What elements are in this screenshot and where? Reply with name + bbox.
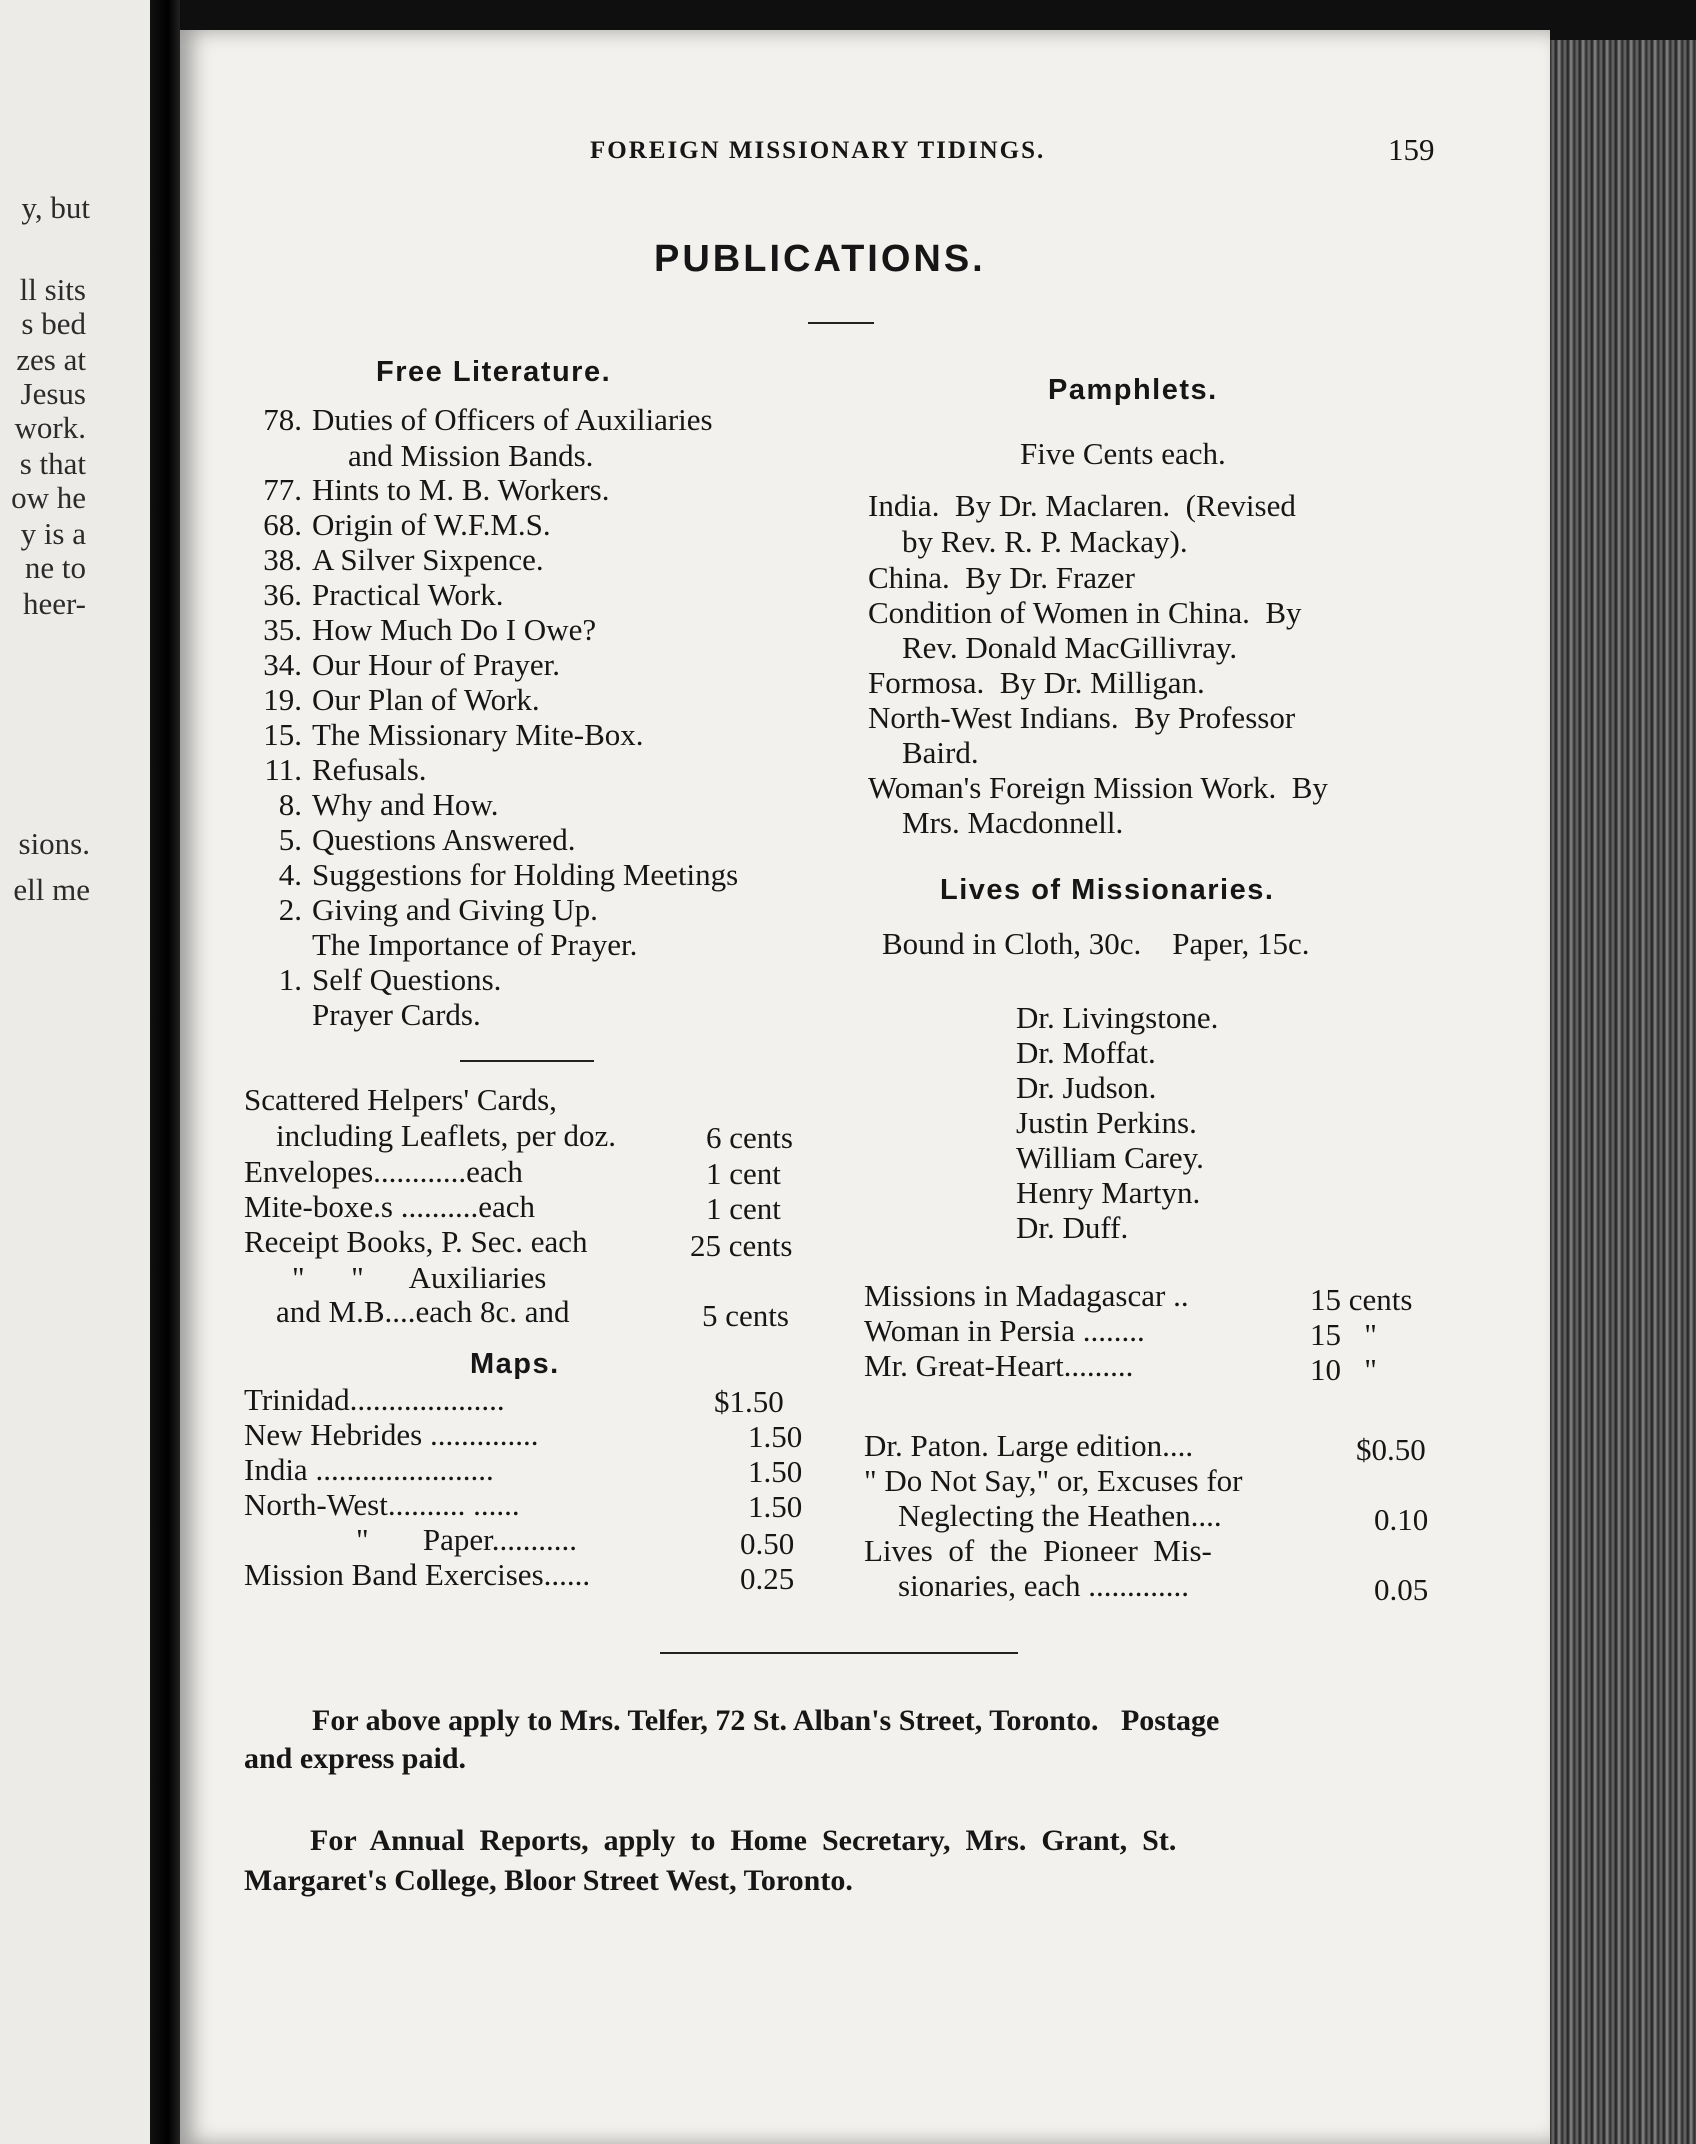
item-number: 78. xyxy=(263,402,302,437)
item-title: The Missionary Mite-Box. xyxy=(312,717,644,752)
item-number: 15. xyxy=(263,717,302,752)
item-title: Practical Work. xyxy=(312,577,504,612)
pamphlet-line: North-West Indians. By Professor xyxy=(868,700,1296,735)
list-item xyxy=(246,754,427,785)
book-line: Neglecting the Heathen.... xyxy=(898,1498,1222,1533)
book-price: 15 cents xyxy=(1310,1282,1413,1317)
map-price: 1.50 xyxy=(748,1419,803,1454)
list-item xyxy=(246,684,540,715)
list-item xyxy=(246,544,544,575)
item-title: and Mission Bands. xyxy=(348,438,594,473)
item-title: Why and How. xyxy=(312,787,499,822)
item-title: Prayer Cards. xyxy=(312,997,481,1032)
book-price: $0.50 xyxy=(1356,1432,1426,1467)
book-price: 0.05 xyxy=(1374,1572,1429,1607)
pamphlet-line: Rev. Donald MacGillivray. xyxy=(902,630,1238,665)
list-item xyxy=(246,824,575,855)
book-line: Lives of the Pioneer Mis- xyxy=(864,1533,1212,1568)
item-number: 2. xyxy=(278,892,302,927)
list-item xyxy=(246,719,644,750)
apply-paragraph-line: For above apply to Mrs. Telfer, 72 St. Alban's Street, Toronto. Postage xyxy=(312,1704,1220,1737)
list-item xyxy=(246,474,609,505)
item-title: A Silver Sixpence. xyxy=(312,542,544,577)
list-item xyxy=(246,859,738,890)
maps-heading: Maps. xyxy=(470,1348,560,1380)
pamphlets-heading: Pamphlets. xyxy=(1048,374,1218,406)
left-page-line: sions. xyxy=(18,826,90,861)
item-title: Giving and Giving Up. xyxy=(312,892,598,927)
list-item xyxy=(246,929,637,960)
book-line: Woman in Persia ........ xyxy=(864,1313,1145,1348)
item-title: Duties of Officers of Auxiliaries xyxy=(312,402,713,437)
page-title: PUBLICATIONS. xyxy=(654,238,986,280)
running-head: FOREIGN MISSIONARY TIDINGS. xyxy=(590,137,1046,164)
item-number: 5. xyxy=(278,822,302,857)
item-title: Origin of W.F.M.S. xyxy=(312,507,551,542)
item-number: 38. xyxy=(263,542,302,577)
book-line: Missions in Madagascar .. xyxy=(864,1278,1189,1313)
left-page-line: s bed xyxy=(21,306,86,341)
item-title: Hints to M. B. Workers. xyxy=(312,472,610,507)
left-page-line: heer- xyxy=(22,586,86,621)
section-rule xyxy=(460,1060,594,1062)
list-item xyxy=(246,789,499,820)
free-literature-heading: Free Literature. xyxy=(376,356,612,388)
supply-line: Envelopes............each xyxy=(244,1154,523,1189)
item-number: 35. xyxy=(263,612,302,647)
map-price: $1.50 xyxy=(714,1384,784,1419)
map-line: New Hebrides .............. xyxy=(244,1417,539,1452)
footer-rule xyxy=(660,1652,1018,1654)
apply-paragraph-line: and express paid. xyxy=(244,1742,467,1775)
title-rule xyxy=(808,322,874,324)
item-number: 34. xyxy=(263,647,302,682)
list-item xyxy=(246,509,551,540)
pamphlet-line: Formosa. By Dr. Milligan. xyxy=(868,665,1205,700)
map-price: 0.25 xyxy=(740,1561,795,1596)
pamphlet-line: Baird. xyxy=(902,735,979,770)
item-title: Self Questions. xyxy=(312,962,502,997)
supply-price: 6 cents xyxy=(706,1120,793,1155)
left-page-line: Jesus xyxy=(20,376,86,411)
item-title: Our Hour of Prayer. xyxy=(312,647,560,682)
pamphlets-subheading: Five Cents each. xyxy=(1020,436,1226,471)
left-page-line: s that xyxy=(19,446,86,481)
binding-gutter xyxy=(150,0,180,2144)
item-title: How Much Do I Owe? xyxy=(312,612,597,647)
missionary-name: Dr. Judson. xyxy=(1016,1070,1157,1105)
book-line: Dr. Paton. Large edition.... xyxy=(864,1428,1194,1463)
book-price: 0.10 xyxy=(1374,1502,1429,1537)
supply-line: Scattered Helpers' Cards, xyxy=(244,1082,557,1117)
lives-subheading: Bound in Cloth, 30c. Paper, 15c. xyxy=(882,926,1310,961)
left-page-line: y is a xyxy=(20,516,86,551)
list-item xyxy=(246,649,560,680)
missionary-name: Dr. Livingstone. xyxy=(1016,1000,1219,1035)
map-price: 1.50 xyxy=(748,1489,803,1524)
left-page-line: ne to xyxy=(24,550,86,585)
item-number: 19. xyxy=(263,682,302,717)
pamphlet-line: Mrs. Macdonnell. xyxy=(902,805,1124,840)
left-page-fragment xyxy=(0,0,160,2144)
item-number: 77. xyxy=(263,472,302,507)
missionary-name: William Carey. xyxy=(1016,1140,1204,1175)
map-line: Mission Band Exercises...... xyxy=(244,1557,591,1592)
missionary-name: Henry Martyn. xyxy=(1016,1175,1201,1210)
item-number: 4. xyxy=(278,857,302,892)
pamphlet-line: China. By Dr. Frazer xyxy=(868,560,1135,595)
pamphlet-line: Condition of Women in China. By xyxy=(868,595,1302,630)
left-page-line: ell me xyxy=(13,872,90,907)
list-item xyxy=(246,999,481,1030)
page-number: 159 xyxy=(1388,132,1435,167)
reports-paragraph-line: Margaret's College, Bloor Street West, Toronto. xyxy=(244,1864,853,1897)
supply-price: 25 cents xyxy=(690,1228,793,1263)
missionary-name: Dr. Duff. xyxy=(1016,1210,1129,1245)
item-title: Questions Answered. xyxy=(312,822,576,857)
left-page-line: ll sits xyxy=(19,272,86,307)
map-line: Trinidad.................... xyxy=(244,1382,505,1417)
list-item xyxy=(246,894,598,925)
reports-paragraph-line: For Annual Reports, apply to Home Secretary, Mrs. Grant, St. xyxy=(310,1824,1177,1857)
book-price: 10 " xyxy=(1310,1352,1377,1387)
item-number: 11. xyxy=(264,752,302,787)
pamphlet-line: India. By Dr. Maclaren. (Revised xyxy=(868,488,1296,523)
book-line: " Do Not Say," or, Excuses for xyxy=(864,1463,1243,1498)
supply-line: Receipt Books, P. Sec. each xyxy=(244,1224,588,1259)
supply-line: Mite-boxe.s ..........each xyxy=(244,1189,535,1224)
item-title: Refusals. xyxy=(312,752,427,787)
supply-price: 5 cents xyxy=(702,1298,789,1333)
missionary-name: Justin Perkins. xyxy=(1016,1105,1197,1140)
book-price: 15 " xyxy=(1310,1317,1377,1352)
map-line: North-West.......... ...... xyxy=(244,1487,520,1522)
item-number: 68. xyxy=(263,507,302,542)
item-title: Suggestions for Holding Meetings xyxy=(312,857,739,892)
list-item xyxy=(246,440,593,471)
item-title: Our Plan of Work. xyxy=(312,682,540,717)
item-number: 1. xyxy=(278,962,302,997)
left-page-line: y, but xyxy=(21,190,90,225)
item-number: 36. xyxy=(263,577,302,612)
left-page-line: zes at xyxy=(16,342,86,377)
item-title: The Importance of Prayer. xyxy=(312,927,638,962)
supply-price: 1 cent xyxy=(706,1156,781,1191)
pamphlet-line: by Rev. R. P. Mackay). xyxy=(902,524,1188,559)
book-line: Mr. Great-Heart......... xyxy=(864,1348,1134,1383)
list-item xyxy=(246,964,501,995)
supply-line: " " Auxiliaries xyxy=(292,1260,547,1295)
left-page-line: work. xyxy=(14,410,86,445)
map-line: " Paper........... xyxy=(356,1522,578,1557)
left-page-line: ow he xyxy=(11,480,86,515)
book-line: sionaries, each ............. xyxy=(898,1568,1189,1603)
map-price: 0.50 xyxy=(740,1526,795,1561)
page-edges xyxy=(1550,40,1696,2144)
missionary-name: Dr. Moffat. xyxy=(1016,1035,1156,1070)
item-number: 8. xyxy=(278,787,302,822)
pamphlet-line: Woman's Foreign Mission Work. By xyxy=(868,770,1328,805)
map-price: 1.50 xyxy=(748,1454,803,1489)
lives-heading: Lives of Missionaries. xyxy=(940,874,1275,906)
list-item xyxy=(246,614,596,645)
list-item xyxy=(246,404,713,435)
supply-price: 1 cent xyxy=(706,1191,781,1226)
supply-line: and M.B....each 8c. and xyxy=(276,1294,570,1329)
map-line: India ....................... xyxy=(244,1452,494,1487)
supply-line: including Leaflets, per doz. xyxy=(276,1118,617,1153)
list-item xyxy=(246,579,503,610)
